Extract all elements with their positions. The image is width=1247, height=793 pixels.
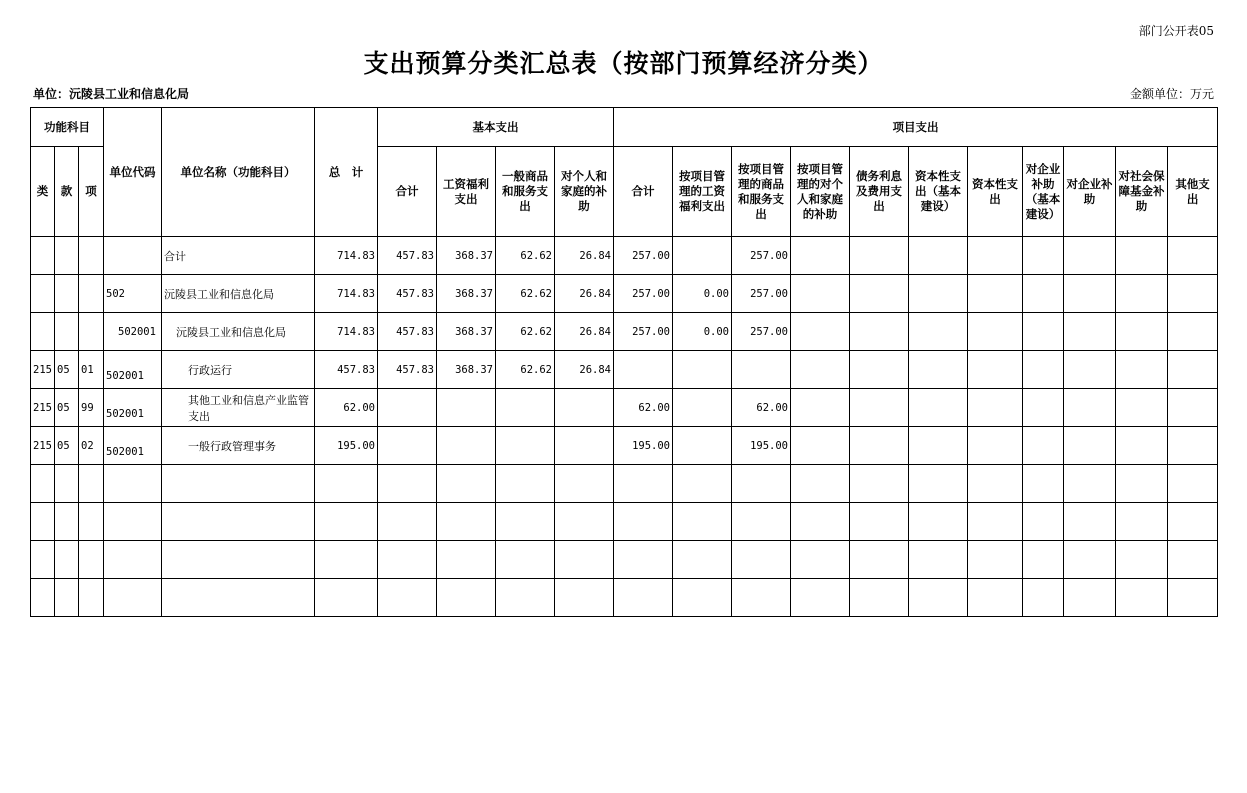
cell-empty — [1168, 389, 1218, 427]
cell-b-personal: 26.84 — [555, 351, 614, 389]
table-row — [31, 275, 1218, 313]
cell-unit-code: 502001 — [104, 351, 162, 389]
cell-kuan: 05 — [55, 389, 79, 427]
blank-row — [31, 541, 1218, 579]
cell-b-goods: 62.62 — [496, 237, 555, 275]
cell-empty — [1168, 503, 1218, 541]
table-row — [31, 351, 1218, 389]
cell-empty — [614, 579, 673, 617]
cell-empty — [968, 541, 1023, 579]
cell-empty — [104, 503, 162, 541]
blank-row — [31, 503, 1218, 541]
cell-empty — [315, 579, 378, 617]
cell-xiang — [79, 237, 104, 275]
cell-p-total: 195.00 — [614, 427, 673, 465]
cell-empty — [1064, 237, 1116, 275]
unit-label: 单位：沅陵县工业和信息化局 — [33, 87, 190, 101]
cell-empty — [850, 313, 909, 351]
cell-empty — [850, 541, 909, 579]
header-lei: 类 — [31, 147, 55, 237]
cell-empty — [1023, 579, 1064, 617]
cell-empty — [673, 465, 732, 503]
cell-lei: 215 — [31, 389, 55, 427]
header-project-capital-basic: 资本性支出（基本建设） — [909, 147, 968, 237]
header-basic-expense: 基本支出 — [378, 108, 614, 147]
cell-empty — [79, 465, 104, 503]
cell-empty — [1023, 237, 1064, 275]
cell-p-wage: 0.00 — [673, 275, 732, 313]
cell-empty — [1168, 541, 1218, 579]
cell-empty — [909, 275, 968, 313]
cell-empty — [1064, 351, 1116, 389]
cell-empty — [968, 503, 1023, 541]
cell-empty — [1116, 541, 1168, 579]
cell-empty — [55, 541, 79, 579]
cell-p-total: 257.00 — [614, 275, 673, 313]
cell-empty — [555, 465, 614, 503]
cell-empty — [909, 237, 968, 275]
cell-empty — [1023, 351, 1064, 389]
cell-empty — [1116, 579, 1168, 617]
cell-empty — [1116, 427, 1168, 465]
cell-p-total — [614, 351, 673, 389]
cell-empty — [104, 465, 162, 503]
cell-empty — [315, 541, 378, 579]
cell-empty — [496, 579, 555, 617]
cell-empty — [378, 465, 437, 503]
cell-empty — [673, 541, 732, 579]
cell-p-goods: 195.00 — [732, 427, 791, 465]
cell-p-total: 62.00 — [614, 389, 673, 427]
cell-p-wage — [673, 427, 732, 465]
cell-empty — [378, 541, 437, 579]
cell-lei — [31, 237, 55, 275]
cell-empty — [1168, 579, 1218, 617]
cell-xiang — [79, 313, 104, 351]
cell-lei: 215 — [31, 351, 55, 389]
cell-empty — [104, 541, 162, 579]
cell-empty — [162, 503, 315, 541]
cell-b-wage: 368.37 — [437, 313, 496, 351]
header-basic-total: 合计 — [378, 147, 437, 237]
cell-b-goods — [496, 427, 555, 465]
cell-empty — [79, 503, 104, 541]
header-basic-wage: 工资福利支出 — [437, 147, 496, 237]
cell-empty — [555, 541, 614, 579]
cell-p-wage: 0.00 — [673, 313, 732, 351]
cell-empty — [968, 465, 1023, 503]
cell-unit-code — [104, 237, 162, 275]
cell-p-goods: 62.00 — [732, 389, 791, 427]
cell-lei: 215 — [31, 427, 55, 465]
cell-p-goods — [732, 351, 791, 389]
cell-empty — [732, 541, 791, 579]
header-project-capital: 资本性支出 — [968, 147, 1023, 237]
cell-empty — [1064, 503, 1116, 541]
cell-empty — [850, 351, 909, 389]
cell-total: 457.83 — [315, 351, 378, 389]
cell-empty — [673, 503, 732, 541]
cell-empty — [437, 579, 496, 617]
cell-empty — [791, 503, 850, 541]
cell-empty — [315, 503, 378, 541]
cell-b-total: 457.83 — [378, 313, 437, 351]
cell-kuan — [55, 313, 79, 351]
cell-p-goods: 257.00 — [732, 237, 791, 275]
cell-empty — [1064, 389, 1116, 427]
cell-xiang: 99 — [79, 389, 104, 427]
cell-empty — [1064, 465, 1116, 503]
form-number: 部门公开表05 — [1138, 24, 1214, 38]
cell-lei — [31, 313, 55, 351]
cell-empty — [31, 503, 55, 541]
budget-table — [30, 107, 1218, 617]
cell-empty — [850, 579, 909, 617]
cell-p-wage — [673, 351, 732, 389]
cell-empty — [850, 389, 909, 427]
header-project-wage: 按项目管理的工资福利支出 — [673, 147, 732, 237]
cell-p-total: 257.00 — [614, 237, 673, 275]
cell-b-wage: 368.37 — [437, 237, 496, 275]
table-body — [31, 237, 1218, 617]
cell-total: 714.83 — [315, 237, 378, 275]
cell-kuan — [55, 237, 79, 275]
header-project-total: 合计 — [614, 147, 673, 237]
cell-empty — [1116, 351, 1168, 389]
cell-empty — [909, 351, 968, 389]
cell-empty — [1168, 427, 1218, 465]
cell-empty — [614, 541, 673, 579]
cell-empty — [55, 503, 79, 541]
blank-row — [31, 579, 1218, 617]
cell-b-goods — [496, 389, 555, 427]
cell-b-personal: 26.84 — [555, 275, 614, 313]
cell-xiang — [79, 275, 104, 313]
header-xiang: 项 — [79, 147, 104, 237]
cell-empty — [1023, 427, 1064, 465]
cell-empty — [1168, 237, 1218, 275]
cell-empty — [909, 579, 968, 617]
cell-p-total: 257.00 — [614, 313, 673, 351]
cell-empty — [496, 541, 555, 579]
cell-unit-name: 合计 — [162, 237, 315, 275]
cell-empty — [968, 427, 1023, 465]
cell-b-wage — [437, 389, 496, 427]
cell-p-goods: 257.00 — [732, 313, 791, 351]
cell-empty — [909, 541, 968, 579]
cell-b-wage: 368.37 — [437, 351, 496, 389]
cell-empty — [1064, 579, 1116, 617]
cell-xiang: 01 — [79, 351, 104, 389]
table-row — [31, 389, 1218, 427]
cell-empty — [850, 237, 909, 275]
cell-kuan: 05 — [55, 351, 79, 389]
cell-empty — [909, 313, 968, 351]
cell-empty — [1023, 275, 1064, 313]
cell-unit-name: 沅陵县工业和信息化局 — [162, 313, 315, 351]
cell-empty — [791, 579, 850, 617]
cell-empty — [909, 503, 968, 541]
cell-empty — [732, 503, 791, 541]
cell-b-goods: 62.62 — [496, 351, 555, 389]
cell-b-total — [378, 427, 437, 465]
cell-empty — [968, 389, 1023, 427]
cell-empty — [968, 275, 1023, 313]
cell-unit-code: 502001 — [104, 389, 162, 427]
header-project-social-security: 对社会保障基金补助 — [1116, 147, 1168, 237]
cell-empty — [850, 465, 909, 503]
cell-empty — [850, 427, 909, 465]
cell-empty — [1064, 427, 1116, 465]
cell-b-wage: 368.37 — [437, 275, 496, 313]
header-project-enterprise: 对企业补助 — [1064, 147, 1116, 237]
cell-p-goods: 257.00 — [732, 275, 791, 313]
header-unit-name: 单位名称（功能科目） — [162, 108, 315, 237]
cell-empty — [437, 465, 496, 503]
cell-p-wage — [673, 237, 732, 275]
cell-empty — [55, 465, 79, 503]
header-unit-code: 单位代码 — [104, 108, 162, 237]
cell-empty — [1116, 237, 1168, 275]
cell-empty — [1064, 275, 1116, 313]
cell-empty — [1023, 465, 1064, 503]
cell-b-personal: 26.84 — [555, 313, 614, 351]
cell-empty — [55, 579, 79, 617]
cell-unit-code: 502001 — [104, 427, 162, 465]
cell-b-wage — [437, 427, 496, 465]
cell-empty — [850, 503, 909, 541]
cell-b-personal — [555, 427, 614, 465]
header-project-goods: 按项目管理的商品和服务支出 — [732, 147, 791, 237]
cell-kuan — [55, 275, 79, 313]
cell-total: 62.00 — [315, 389, 378, 427]
cell-empty — [1064, 313, 1116, 351]
cell-empty — [162, 465, 315, 503]
cell-empty — [437, 541, 496, 579]
cell-empty — [31, 541, 55, 579]
cell-b-total: 457.83 — [378, 237, 437, 275]
cell-empty — [104, 579, 162, 617]
cell-b-personal: 26.84 — [555, 237, 614, 275]
cell-unit-name: 沅陵县工业和信息化局 — [162, 275, 315, 313]
cell-total: 195.00 — [315, 427, 378, 465]
header-project-debt: 债务利息及费用支出 — [850, 147, 909, 237]
cell-empty — [1116, 275, 1168, 313]
cell-empty — [614, 503, 673, 541]
cell-empty — [850, 275, 909, 313]
header-project-personal: 按项目管理的对个人和家庭的补助 — [791, 147, 850, 237]
cell-empty — [732, 465, 791, 503]
cell-empty — [378, 503, 437, 541]
money-unit-label: 金额单位：万元 — [1129, 87, 1214, 101]
cell-empty — [79, 541, 104, 579]
cell-empty — [909, 465, 968, 503]
header-kuan: 款 — [55, 147, 79, 237]
table-row — [31, 237, 1218, 275]
cell-empty — [555, 579, 614, 617]
cell-empty — [1116, 313, 1168, 351]
cell-unit-code: 502001 — [104, 313, 162, 351]
cell-empty — [555, 503, 614, 541]
cell-empty — [673, 579, 732, 617]
header-func-subject: 功能科目 — [31, 108, 104, 147]
cell-b-total — [378, 389, 437, 427]
cell-b-personal — [555, 389, 614, 427]
cell-unit-name: 行政运行 — [162, 351, 315, 389]
cell-empty — [1116, 389, 1168, 427]
cell-empty — [791, 237, 850, 275]
cell-b-total: 457.83 — [378, 351, 437, 389]
cell-empty — [968, 313, 1023, 351]
cell-empty — [968, 351, 1023, 389]
cell-empty — [968, 579, 1023, 617]
cell-empty — [614, 465, 673, 503]
header-project-other: 其他支出 — [1168, 147, 1218, 237]
cell-empty — [791, 465, 850, 503]
table-row — [31, 313, 1218, 351]
cell-kuan: 05 — [55, 427, 79, 465]
cell-empty — [791, 541, 850, 579]
cell-total: 714.83 — [315, 275, 378, 313]
cell-empty — [968, 237, 1023, 275]
cell-empty — [31, 579, 55, 617]
cell-empty — [437, 503, 496, 541]
cell-empty — [791, 351, 850, 389]
cell-empty — [315, 465, 378, 503]
cell-empty — [31, 465, 55, 503]
cell-empty — [1064, 541, 1116, 579]
cell-empty — [1023, 503, 1064, 541]
cell-empty — [162, 579, 315, 617]
cell-b-goods: 62.62 — [496, 313, 555, 351]
cell-b-total: 457.83 — [378, 275, 437, 313]
page-title: 支出预算分类汇总表（按部门预算经济分类） — [363, 49, 884, 78]
cell-empty — [1023, 541, 1064, 579]
cell-empty — [1116, 465, 1168, 503]
cell-empty — [909, 427, 968, 465]
cell-lei — [31, 275, 55, 313]
cell-unit-code: 502 — [104, 275, 162, 313]
cell-empty — [1023, 313, 1064, 351]
cell-unit-name: 其他工业和信息产业监管支出 — [162, 389, 315, 427]
header-basic-goods: 一般商品和服务支出 — [496, 147, 555, 237]
table-row — [31, 427, 1218, 465]
cell-empty — [378, 579, 437, 617]
cell-empty — [791, 389, 850, 427]
header-total: 总 计 — [315, 108, 378, 237]
cell-empty — [79, 579, 104, 617]
cell-empty — [1168, 465, 1218, 503]
cell-empty — [732, 579, 791, 617]
cell-empty — [909, 389, 968, 427]
blank-row — [31, 465, 1218, 503]
cell-empty — [1168, 313, 1218, 351]
cell-empty — [1168, 275, 1218, 313]
cell-total: 714.83 — [315, 313, 378, 351]
cell-empty — [496, 465, 555, 503]
cell-xiang: 02 — [79, 427, 104, 465]
cell-empty — [496, 503, 555, 541]
cell-empty — [162, 541, 315, 579]
cell-b-goods: 62.62 — [496, 275, 555, 313]
header-project-expense: 项目支出 — [614, 108, 1218, 147]
cell-empty — [791, 275, 850, 313]
cell-empty — [1116, 503, 1168, 541]
cell-empty — [1023, 389, 1064, 427]
header-basic-personal: 对个人和家庭的补助 — [555, 147, 614, 237]
cell-unit-name: 一般行政管理事务 — [162, 427, 315, 465]
cell-p-wage — [673, 389, 732, 427]
cell-empty — [791, 313, 850, 351]
header-project-enterprise-basic: 对企业补助（基本建设） — [1023, 147, 1064, 237]
cell-empty — [791, 427, 850, 465]
cell-empty — [1168, 351, 1218, 389]
